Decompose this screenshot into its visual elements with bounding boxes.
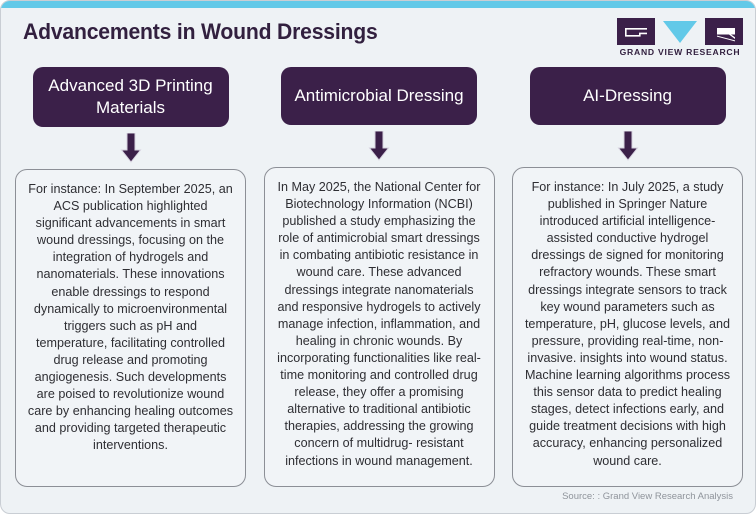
columns-container [1,67,756,487]
logo-marks [617,18,743,45]
column-antimicrobial-dressing [264,67,495,487]
brand-logo [617,18,743,62]
column-heading-pill: AI-Dressing [530,67,726,125]
logo-wordmark: GRAND VIEW RESEARCH [619,47,741,57]
page-title: Advancements in Wound Dressings [23,19,378,44]
column-advanced-3d-printing-materials [15,67,246,487]
column-heading-pill: Antimicrobial Dressing [281,67,477,125]
arrow-down-icon [617,131,639,161]
column-body-card: In May 2025, the National Center for Biotechnology Information (NCBI) published a study emphasizing the role of antimicrobial smart dressings in combating antibiotic resistance in wound care. These advanced dressings integrate nanomaterials and responsive hydrogels to actively manage infection, inflammation, and healing in chronic wounds. By incorporating functionalities like real-time monitoring and controlled drug release, they offer a promising alternative to traditional antibiotic therapies, addressing the growing concern of multidrug- resistant infections in wound management. [264,167,495,487]
logo-mark-r-icon [705,18,743,45]
column-ai-dressing [512,67,743,487]
source-attribution: Source: : Grand View Research Analysis [562,491,733,502]
column-body-card: For instance: In September 2025, an ACS publication highlighted significant advancements in smart wound dressings, focusing on the integration of hydrogels and nanomaterials. These innovations enable dressings to respond dynamically to microenvironmental triggers such as pH and temperature, facilitating controlled drug release and promoting angiogenesis. Such developments are poised to revolutionize wound care by enhancing healing outcomes and providing targeted therapeutic interventions. [15,169,246,487]
logo-mark-g-icon [617,18,655,45]
column-heading-pill: Advanced 3D Printing Materials [33,67,229,127]
column-body-card: For instance: In July 2025, a study published in Springer Nature introduced artificial intelligence-assisted conductive hydrogel dressings de signed for monitoring refractory wounds. These smart dressings integrate sensors to track key wound parameters such as temperature, pH, glucose levels, and pressure, providing real-time, non-invasive. insights into wound status. Machine learning algorithms process this sensor data to predict healing stages, detect infections early, and guide treatment decisions with high accuracy, enhancing personalized wound care. [512,167,743,487]
header [1,8,756,60]
arrow-down-icon [368,131,390,161]
logo-mark-v-icon [661,18,699,45]
arrow-down-icon [120,133,142,163]
top-accent-bar [1,1,756,8]
